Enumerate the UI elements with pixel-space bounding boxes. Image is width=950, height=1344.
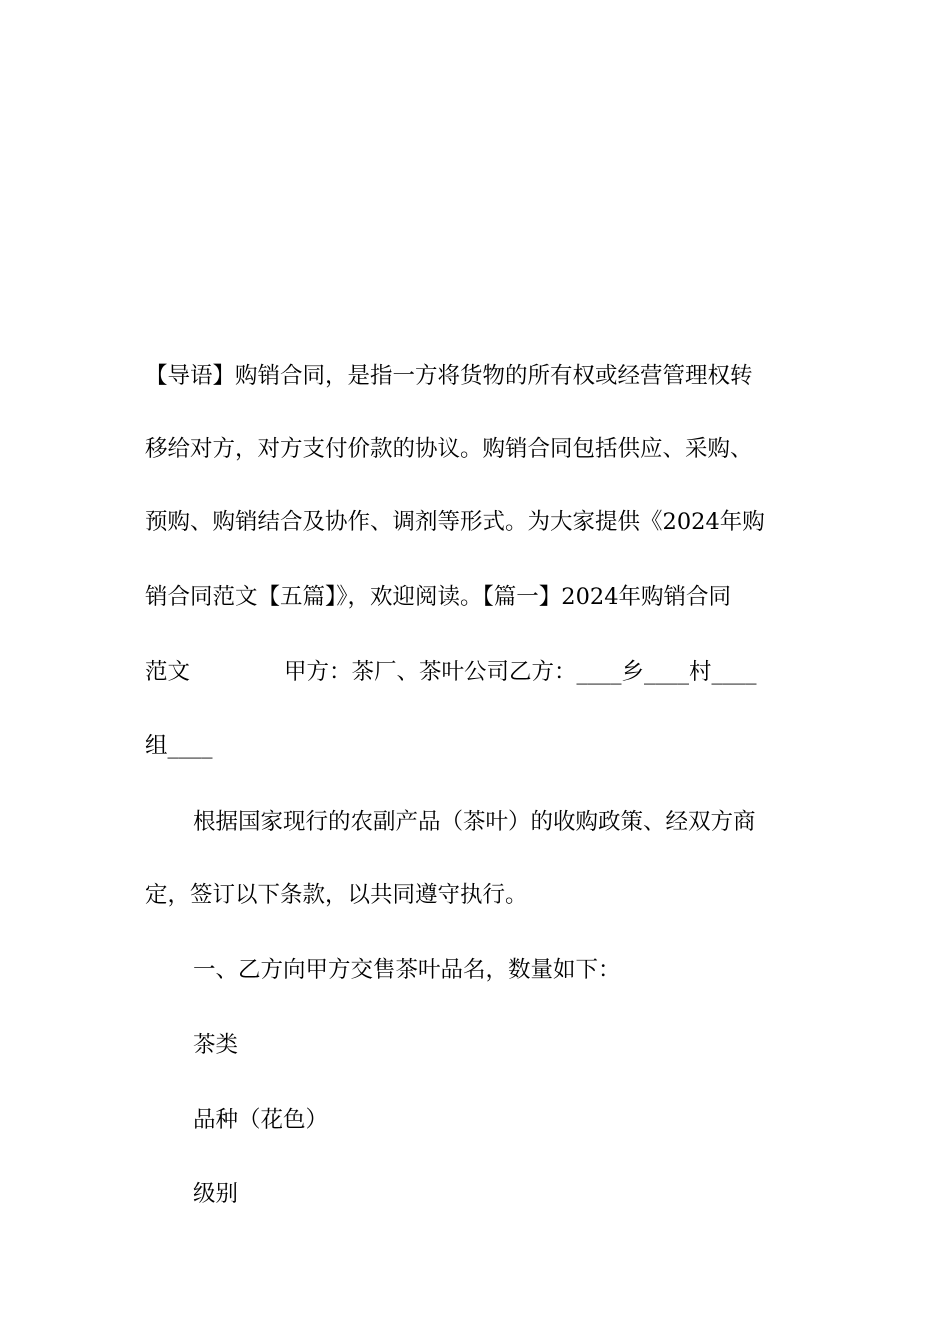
- parties-line-continued: 组____: [145, 733, 213, 759]
- contract-parties-line: [145, 657, 757, 687]
- intro-line-4: 销合同范文【五篇】》，欢迎阅读。【篇一】2024年购销合同: [145, 584, 732, 610]
- clause-1-heading: 一、乙方向甲方交售茶叶品名，数量如下：: [193, 957, 621, 983]
- intro-line-2: 移给对方，对方支付价款的协议。购销合同包括供应、采购、: [145, 436, 753, 462]
- parties-text: 甲方：茶厂、茶叶公司乙方：____乡____村____: [284, 659, 757, 685]
- field-grade: 级别: [193, 1181, 239, 1207]
- intro-line-1: 【导语】购销合同，是指一方将货物的所有权或经营管理权转: [145, 363, 753, 389]
- preamble-line-2: 定，签订以下条款，以共同遵守执行。: [145, 882, 528, 908]
- field-variety: 品种（花色）: [193, 1107, 329, 1133]
- field-tea-category: 茶类: [193, 1032, 239, 1058]
- intro-line-3: 预购、购销结合及协作、调剂等形式。为大家提供《2024年购: [145, 509, 765, 535]
- contract-title-end: 范文: [145, 659, 191, 685]
- preamble-line-1: 根据国家现行的农副产品（茶叶）的收购政策、经双方商: [193, 809, 756, 835]
